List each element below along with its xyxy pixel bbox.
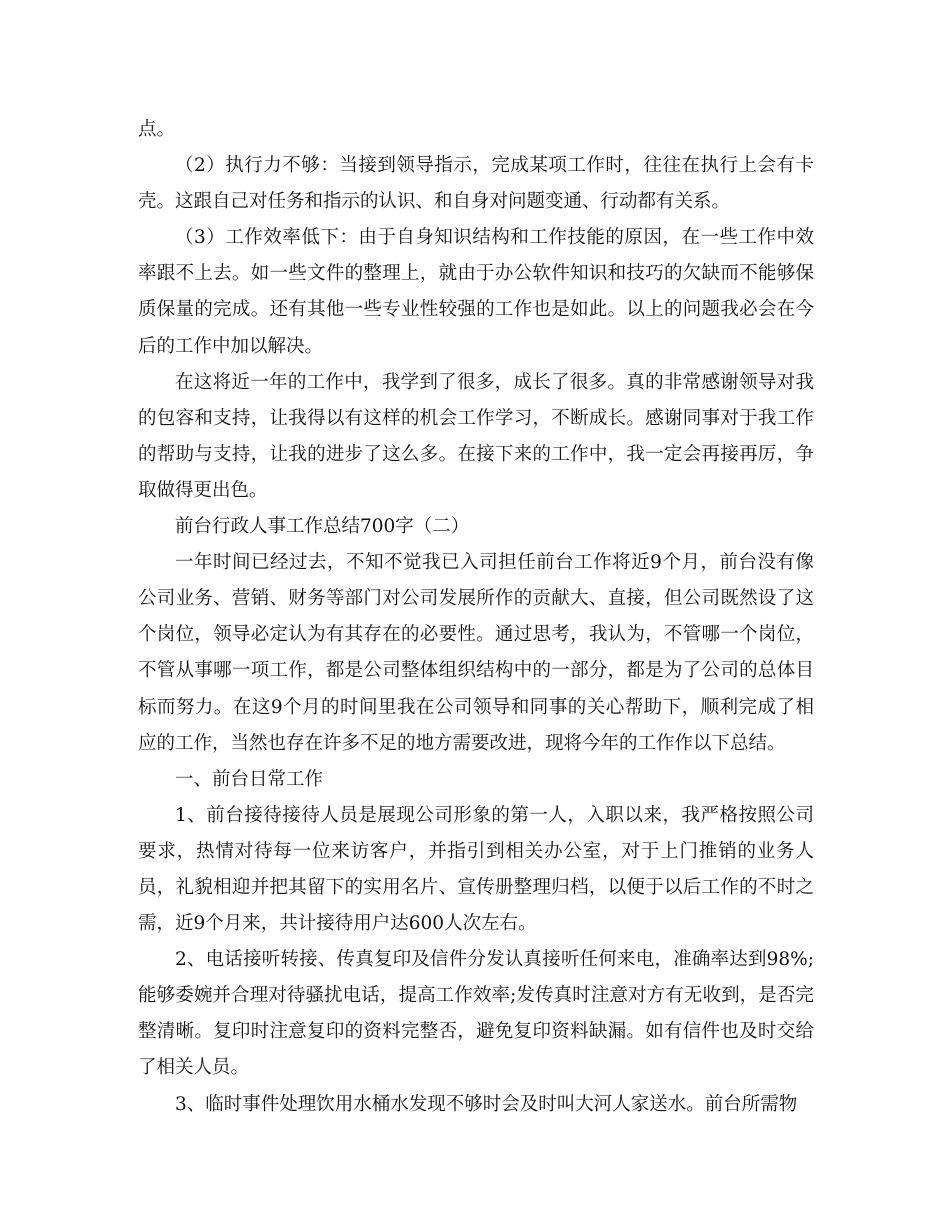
paragraph-execution: （2）执行力不够：当接到领导指示，完成某项工作时，往往在执行上会有卡壳。这跟自己对任务和指示的认识、和自身对问题变通、行动都有关系。 (138, 155, 814, 213)
paragraph-incidents: 3、临时事件处理饮用水桶水发现不够时会及时叫大河人家送水。前台所需物 (175, 1093, 798, 1115)
document-body (138, 112, 814, 1123)
paragraph-efficiency: （3）工作效率低下：由于自身知识结构和工作技能的原因，在一些工作中效率跟不上去。如一些文件的整理上，就由于办公软件知识和技巧的欠缺而不能够保质保量的完成。还有其他一些专业性较强的工作也是如此。以上的问题我必会在今后的工作中加以解决。 (138, 227, 814, 357)
section-heading: 一、前台日常工作 (175, 768, 324, 790)
section-title: 前台行政人事工作总结700字（二） (175, 516, 470, 538)
paragraph-phone: 2、电话接听转接、传真复印及信件分发认真接听任何来电，准确率达到98%;能够委婉并合理对待骚扰电话，提高工作效率;发传真时注意对方有无收到，是否完整清晰。复印时注意复印的资料完整否，避免复印资料缺漏。如有信件也及时交给了相关人员。 (138, 949, 814, 1079)
paragraph-reception: 1、前台接待接待人员是展现公司形象的第一人，入职以来，我严格按照公司要求，热情对待每一位来访客户，并指引到相关办公室，对于上门推销的业务人员，礼貌相迎并把其留下的实用名片、宣传册整理归档，以便于以后工作的不时之需，近9个月来，共计接待用户达600人次左右。 (138, 804, 814, 935)
paragraph-gratitude: 在这将近一年的工作中，我学到了很多，成长了很多。真的非常感谢领导对我的包容和支持，让我得以有这样的机会工作学习，不断成长。感谢同事对于我工作的帮助与支持，让我的进步了这么多。在接下来的工作中，我一定会再接再厉，争取做得更出色。 (138, 371, 814, 501)
paragraph-continuation: 点。 (138, 119, 176, 140)
paragraph-intro: 一年时间已经过去，不知不觉我已入司担任前台工作将近9个月，前台没有像公司业务、营销、财务等部门对公司发展所作的贡献大、直接，但公司既然设了这个岗位，领导必定认为有其存在的必要性。通过思考，我认为，不管哪一个岗位，不管从事哪一项工作，都是公司整体组织结构中的一部分，都是为了公司的总体目标而努力。在这9个月的时间里我在公司领导和同事的关心帮助下，顺利完成了相应的工作，当然也存在许多不足的地方需要改进，现将今年的工作作以下总结。 (138, 552, 814, 754)
